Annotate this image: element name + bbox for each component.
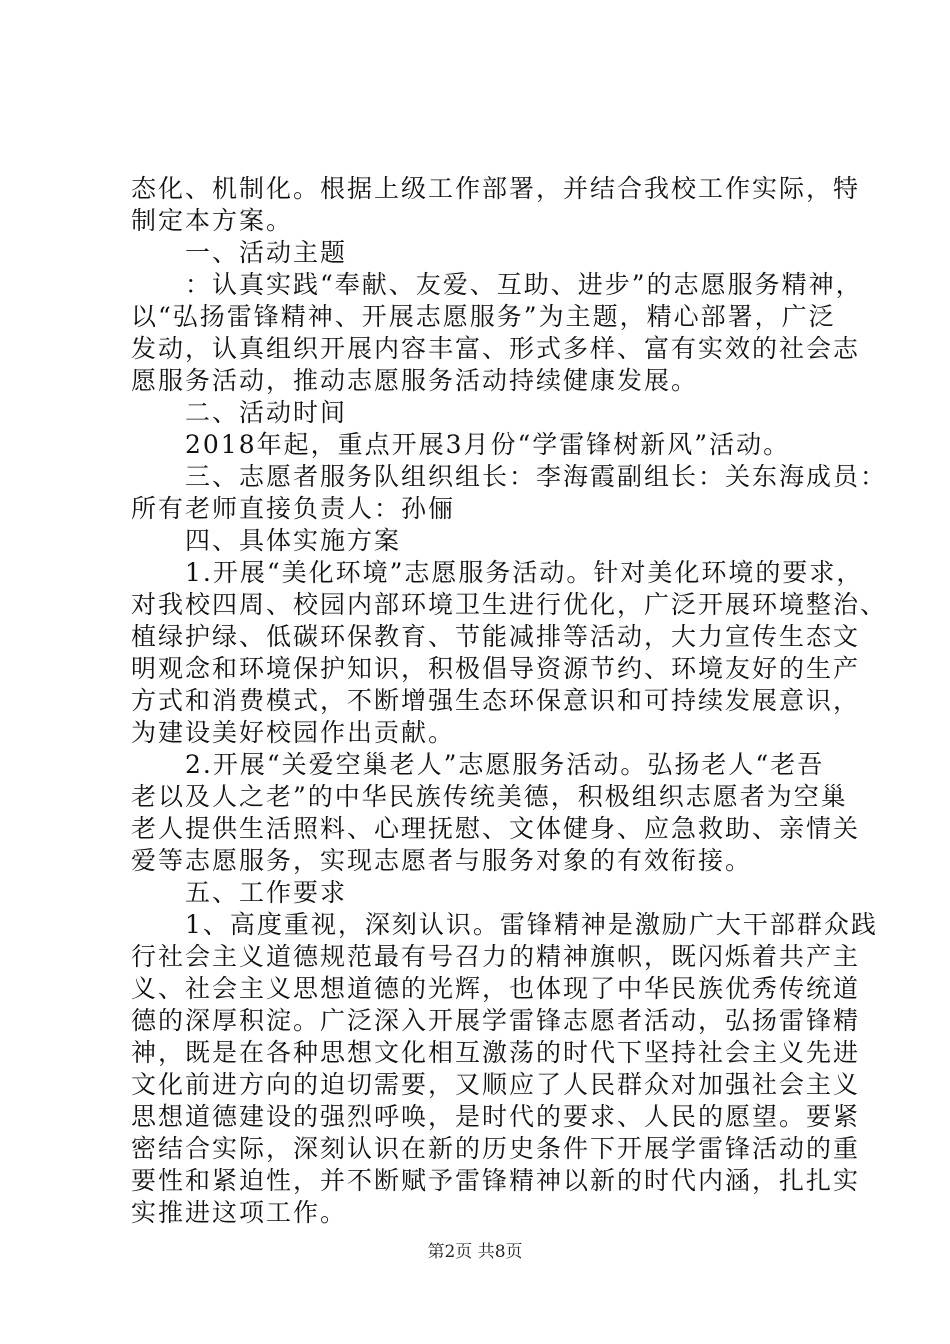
text-line: 态化、机制化。根据上级工作部署，并结合我校工作实际，特 <box>131 174 861 203</box>
text-line: 义、社会主义思想道德的光辉，也体现了中华民族优秀传统道 <box>131 974 861 1003</box>
document-body <box>131 173 888 1229</box>
text-line: 2018年起，重点开展3月份“学雷锋树新风”活动。 <box>131 430 791 459</box>
text-line: 密结合实际，深刻认识在新的历史条件下开展学雷锋活动的重 <box>131 1134 861 1163</box>
text-line: 二、活动时间 <box>131 398 348 427</box>
text-line: 思想道德建设的强烈呼唤，是时代的要求、人民的愿望。要紧 <box>131 1102 861 1131</box>
text-line: 以“弘扬雷锋精神、开展志愿服务”为主题，精心部署，广泛 <box>131 302 836 331</box>
text-line: 爱等志愿服务，实现志愿者与服务对象的有效衔接。 <box>131 846 753 875</box>
text-line: 行社会主义道德规范最有号召力的精神旗帜，既闪烁着共产主 <box>131 942 861 971</box>
page-footer: 第2页 共8页 <box>427 1242 523 1262</box>
text-line: 三、志愿者服务队组织组长：李海霞副组长：关东海成员： <box>131 462 888 491</box>
text-line: 文化前进方向的迫切需要，又顺应了人民群众对加强社会主义 <box>131 1070 861 1099</box>
text-line: 神，既是在各种思想文化相互激荡的时代下坚持社会主义先进 <box>131 1038 861 1067</box>
text-line: 所有老师直接负责人：孙俪 <box>131 494 456 523</box>
text-line: 一、活动主题 <box>131 238 348 267</box>
text-line: 方式和消费模式，不断增强生态环保意识和可持续发展意识， <box>131 686 861 715</box>
text-line: 植绿护绿、低碳环保教育、节能减排等活动，大力宣传生态文 <box>131 622 861 651</box>
text-line: 老人提供生活照料、心理抚慰、文体健身、应急救助、亲情关 <box>131 814 861 843</box>
text-line: ：认真实践“奉献、友爱、互助、进步”的志愿服务精神， <box>131 270 863 299</box>
text-line: 愿服务活动，推动志愿服务活动持续健康发展。 <box>131 366 699 395</box>
text-line: 为建设美好校园作出贡献。 <box>131 718 456 747</box>
text-line: 制定本方案。 <box>131 206 294 235</box>
text-line: 2.开展“关爱空巢老人”志愿服务活动。弘扬老人“老吾 <box>131 750 825 779</box>
text-line: 德的深厚积淀。广泛深入开展学雷锋志愿者活动，弘扬雷锋精 <box>131 1006 861 1035</box>
text-line: 1、高度重视，深刻认识。雷锋精神是激励广大干部群众践 <box>131 910 878 939</box>
text-line: 对我校四周、校园内部环境卫生进行优化，广泛开展环境整治、 <box>131 590 888 619</box>
text-line: 明观念和环境保护知识，积极倡导资源节约、环境友好的生产 <box>131 654 861 683</box>
text-line: 发动，认真组织开展内容丰富、形式多样、富有实效的社会志 <box>131 334 861 363</box>
text-line: 1.开展“美化环境”志愿服务活动。针对美化环境的要求， <box>131 558 864 587</box>
text-line: 实推进这项工作。 <box>131 1198 348 1227</box>
text-line: 五、工作要求 <box>131 878 348 907</box>
text-line: 老以及人之老”的中华民族传统美德，积极组织志愿者为空巢 <box>131 782 848 811</box>
text-line: 要性和紧迫性，并不断赋予雷锋精神以新的时代内涵，扎扎实 <box>131 1166 861 1195</box>
text-line: 四、具体实施方案 <box>131 526 402 555</box>
